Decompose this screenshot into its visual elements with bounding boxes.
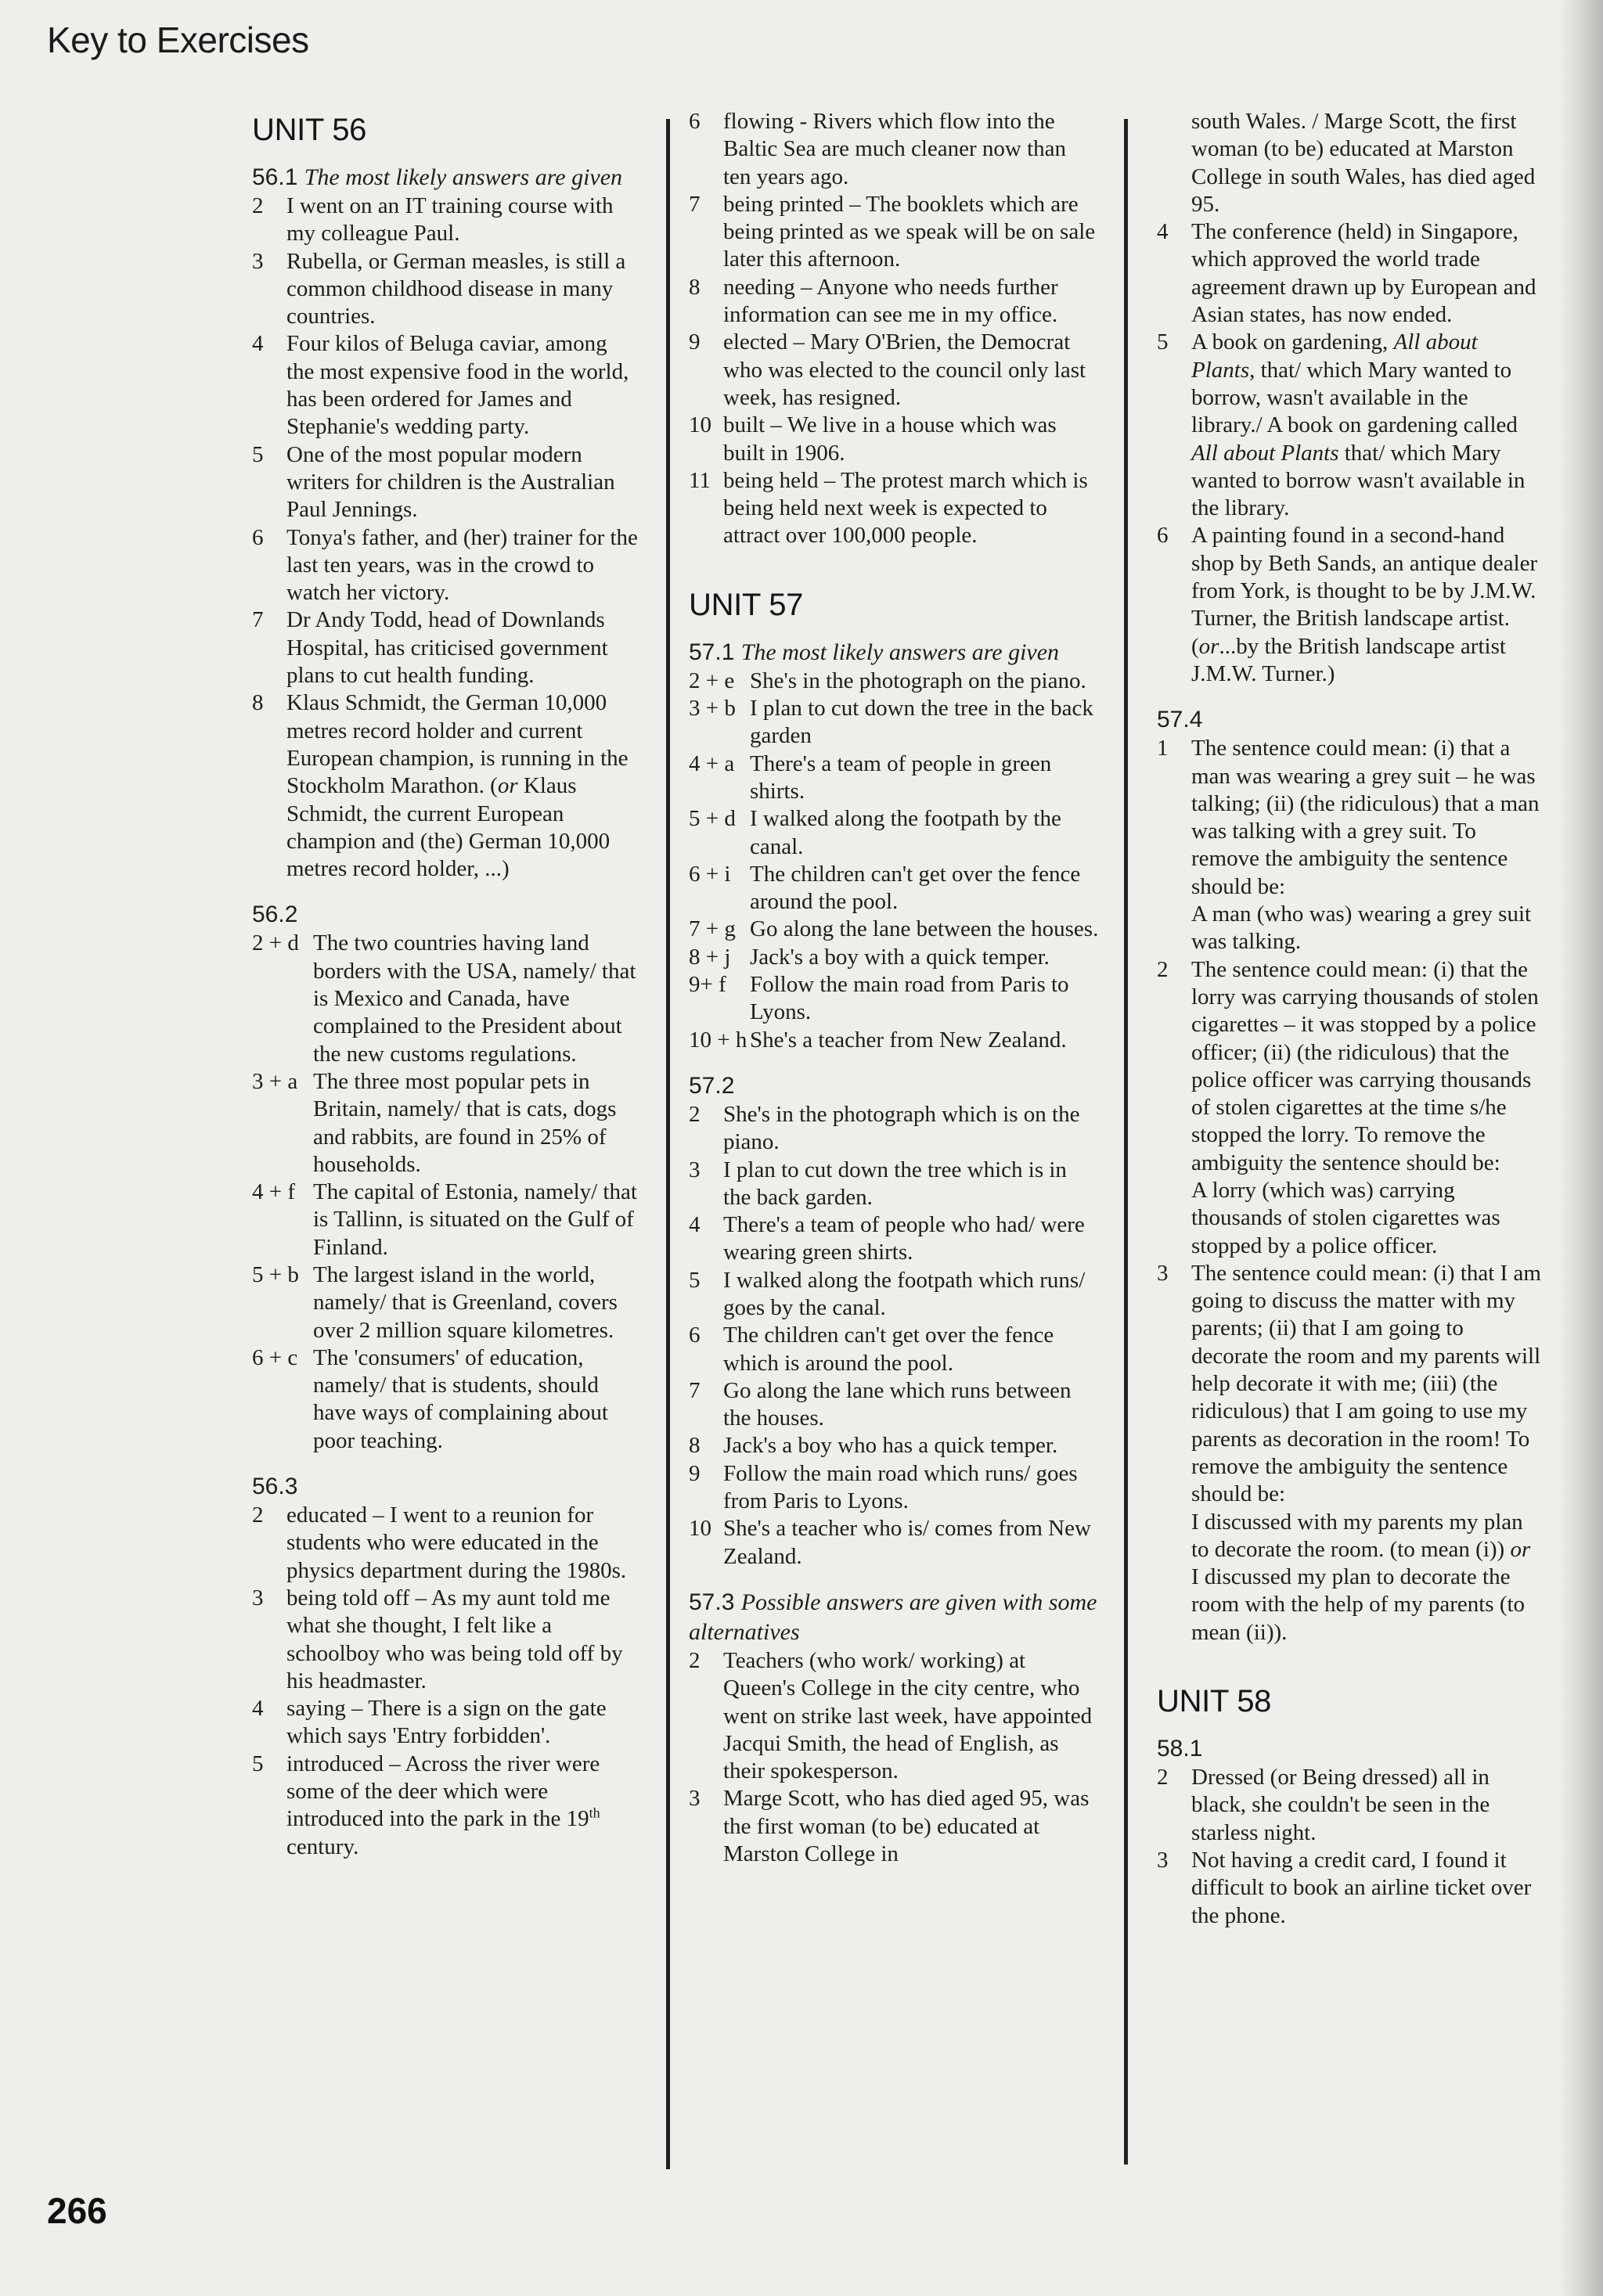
item-text-part: The sentence could mean: (i) that I am going to discuss the matter with my parents; (ii) that I am going to decorate the room and my parents will help decorate it with me; (iii) (the ridiculous) that I am going to use my parents as decoration in the room! To remove the ambiguity the sentence should be: [1191,1260,1541,1507]
item-text-part: A lorry (which was) carrying thousands of stolen cigarettes was stopped by a police officer. [1191,1177,1500,1258]
item-text: Dr Andy Todd, head of Downlands Hospital, has criticised government plans to cut health funding. [286,607,608,689]
item-text-part: that/ which Mary wanted to borrow wasn't available in the library. [1191,440,1526,521]
item-text-part: I discussed my plan to decorate the room with the help of my parents (to mean (ii)). [1191,1564,1526,1645]
item-text-part: Klaus Schmidt, the current European champion and (the) German 10,000 metres record holder, ...) [286,773,611,882]
superscript: th [589,1805,600,1821]
item-text: I plan to cut down the tree which is in the back garden. [723,1157,1067,1210]
answer-item [689,329,1099,412]
answer-item [1157,522,1544,688]
exercise-label: 56.1 [252,164,298,190]
unit-57-title: UNIT 57 [689,587,804,622]
item-number: 6 [689,1323,701,1348]
answer-item [689,1322,1099,1377]
item-number: 4 [689,1212,701,1238]
answer-item [689,1432,1099,1459]
item-number: 4 [252,1696,264,1722]
item-text: The largest island in the world, namely/ that is Greenland, covers over 2 million square kilometres. [313,1261,618,1343]
answer-item [689,1101,1099,1157]
column-3 [1157,108,1544,2174]
item-number: 3 [252,248,264,274]
answer-item [689,412,1099,467]
answer-item [689,274,1099,329]
item-text: Follow the main road from Paris to Lyons. [750,972,1069,1025]
exercise-label: 57.2 [689,1072,735,1099]
answer-item [689,1267,1099,1323]
item-text-part: , that/ which Mary wanted to borrow, wasn't available in the library./ A book on gardening called [1191,357,1518,438]
answer-item [689,695,1099,750]
item-number: 4 + a [689,750,735,776]
answer-item [252,1751,640,1861]
exercise-57-4-heading [1157,705,1544,735]
item-text-part: century. [286,1834,359,1859]
answer-item [689,944,1099,971]
item-number: 5 [1157,329,1169,355]
item-text-part: I discussed with my parents my plan to decorate the room. (to mean (i)) [1191,1509,1523,1562]
item-text: Jack's a boy who has a quick temper. [723,1433,1058,1459]
item-text: She's a teacher from New Zealand. [750,1027,1067,1053]
answer-item [689,108,1099,191]
exercise-56-2-heading [252,900,640,930]
answer-item [689,668,1099,695]
alt-word: or [497,773,518,799]
item-text: educated – I went to a reunion for students who were educated in the physics department during the 1980s. [286,1502,627,1583]
item-number: 2 + d [252,930,299,956]
answer-item [252,524,640,607]
item-text: One of the most popular modern writers for children is the Australian Paul Jennings. [286,441,615,523]
answer-item [252,1261,640,1344]
item-text: She's in the photograph on the piano. [750,668,1086,693]
item-text: There's a team of people who had/ were wearing green shirts. [723,1212,1085,1265]
answer-item [689,805,1099,861]
answer-item [689,861,1099,916]
item-text: south Wales. / Marge Scott, the first woman (to be) educated at Marston College in south Wales, has died aged 95. [1191,109,1536,217]
answer-item [252,1585,640,1695]
item-text: Go along the lane between the houses. [750,916,1099,942]
item-number: 8 [689,274,701,300]
item-text-part: A man (who was) wearing a grey suit was talking. [1191,901,1532,955]
answer-item [689,971,1099,1027]
item-text: The two countries having land borders with the USA, namely/ that is Mexico and Canada, have complained to the President about the new customs regulations. [313,930,636,1067]
item-text: being printed – The booklets which are being printed as we speak will be on sale later this afternoon. [723,191,1096,272]
answer-item [252,330,640,441]
item-number: 8 [252,690,264,716]
item-number: 3 + b [689,696,736,722]
item-text-part: ...by the British landscape artist J.M.W. Turner.) [1191,633,1506,686]
item-number: 2 [689,1101,701,1127]
item-number: 3 [252,1585,264,1610]
unit-58-title: UNIT 58 [1157,1684,1272,1719]
item-text: The three most popular pets in Britain, namely/ that is cats, dogs and rabbits, are found in 25% of households. [313,1068,617,1177]
answer-item [252,1179,640,1261]
item-text [1191,522,1544,688]
answer-item [1157,735,1544,955]
item-number: 5 + d [689,806,736,832]
item-number: 5 [252,1751,264,1776]
item-number: 2 + e [689,668,735,693]
item-text: Four kilos of Beluga caviar, among the most expensive food in the world, has been ordered for James and Stephanie's wedding party. [286,331,629,440]
item-number: 2 [1157,956,1169,982]
item-text [1191,329,1544,522]
item-text-part: The sentence could mean: (i) that a man was wearing a grey suit – he was talking; (ii) (the ridiculous) that a man was talking with a grey suit. To remove the ambiguity the sentence should be: [1191,736,1540,899]
item-text: Not having a credit card, I found it difficult to book an airline ticket over the phone. [1191,1847,1532,1928]
column-rule-1 [666,119,670,2169]
item-text-part: introduced – Across the river were some of the deer which were introduced into the park in the 19 [286,1751,600,1832]
item-text [286,689,640,883]
exercise-label: 57.4 [1157,707,1203,733]
answer-item [252,1344,640,1455]
item-number: 5 + b [252,1261,299,1287]
item-text-part: Klaus Schmidt, the German 10,000 metres record holder and current European champion, is running in the Stockholm Marathon. ( [286,690,629,799]
item-number: 11 [689,467,711,493]
item-number: 2 [252,1502,264,1528]
exercise-56-1-heading [252,163,640,193]
answer-item [689,1211,1099,1267]
answer-item [689,1157,1099,1212]
item-number: 7 + g [689,916,736,942]
item-number: 9 [689,1460,701,1486]
item-text [1191,1260,1544,1646]
answer-item [689,191,1099,274]
answer-item [689,750,1099,806]
item-number: 6 + i [689,861,731,887]
column-2 [689,108,1099,2174]
item-text [1191,735,1544,955]
exercise-label: 58.1 [1157,1736,1203,1762]
exercise-56-3-heading [252,1472,640,1502]
item-number: 10 [689,1516,711,1542]
book-title: All about Plants [1191,440,1339,466]
page-header: Key to Exercises [47,20,309,60]
item-text: I walked along the footpath which runs/ goes by the canal. [723,1267,1086,1320]
item-number: 7 [252,607,264,633]
item-number: 10 + h [689,1027,747,1053]
item-text: She's a teacher who is/ comes from New Zealand. [723,1516,1091,1569]
item-number: 3 [689,1157,701,1182]
item-text-part: The sentence could mean: (i) that the lorry was carrying thousands of stolen cigarettes – it was stopped by a police officer; (ii) (the ridiculous) that the police officer was carrying thousands of stolen cigarettes at the time s/he stopped the lorry. To remove the ambiguity the sentence should be: [1191,956,1539,1175]
exercise-58-1-heading [1157,1734,1544,1764]
item-text: elected – Mary O'Brien, the Democrat who was elected to the council only last week, has resigned. [723,329,1086,410]
exercise-note: The most likely answers are given [304,164,623,190]
item-text: Marge Scott, who has died aged 95, was the first woman (to be) educated at Marston College in [723,1786,1090,1867]
answer-item [1157,956,1544,1260]
alt-word: or [1510,1536,1531,1562]
item-number: 2 [689,1647,701,1673]
item-text: I walked along the footpath by the canal. [750,806,1061,859]
answer-item [1157,218,1544,329]
item-number: 6 [1157,523,1169,549]
item-text: being told off – As my aunt told me what she thought, I felt like a schoolboy who was being told off by his headmaster. [286,1585,623,1693]
answer-item [689,1460,1099,1516]
item-text: The children can't get over the fence which is around the pool. [723,1323,1054,1376]
item-number: 3 [689,1786,701,1812]
answer-item [1157,329,1544,522]
item-text: built – We live in a house which was built in 1906. [723,412,1057,466]
item-number: 1 [1157,736,1169,761]
item-text: being held – The protest march which is being held next week is expected to attract over 100,000 people. [723,467,1088,549]
item-number: 5 [252,441,264,467]
exercise-label: 57.3 [689,1589,735,1615]
page-number: 266 [47,2190,107,2231]
item-number: 6 + c [252,1344,298,1370]
answer-item [252,1502,640,1585]
book-spine-shadow [1559,0,1603,2296]
answer-item [689,916,1099,943]
answer-item [252,606,640,689]
answer-item [252,689,640,883]
item-text: The conference (held) in Singapore, which approved the world trade agreement drawn up by European and Asian states, has now ended. [1191,219,1536,328]
item-text: Teachers (who work/ working) at Queen's College in the city centre, who went on strike last week, have appointed Jacqui Smith, the head of English, as their spokesperson. [723,1647,1093,1784]
answer-item [252,248,640,331]
answer-item [689,1785,1099,1868]
column-rule-2 [1124,119,1128,2165]
answer-item [1157,1764,1544,1847]
item-text: She's in the photograph which is on the piano. [723,1101,1080,1155]
exercise-note: Possible answers are given with some alternatives [689,1589,1097,1645]
item-text: The 'consumers' of education, namely/ that is students, should have ways of complaining about poor teaching. [313,1344,608,1453]
item-number: 9+ f [689,972,726,998]
item-number: 8 + j [689,944,731,970]
item-text: The capital of Estonia, namely/ that is Tallinn, is situated on the Gulf of Finland. [313,1179,637,1260]
exercise-label: 56.3 [252,1474,298,1500]
exercise-57-1-heading [689,638,1099,668]
item-number: 3 + a [252,1068,298,1094]
item-number: 6 [689,109,701,134]
answer-item [689,1377,1099,1433]
item-number: 2 [1157,1765,1169,1790]
item-number: 2 [252,193,264,218]
item-number: 4 [1157,219,1169,245]
answer-item [1157,1847,1544,1930]
exercise-57-3-heading [689,1588,1099,1647]
exercise-label: 57.1 [689,639,735,665]
unit-56-title: UNIT 56 [252,113,367,147]
exercise-57-2-heading [689,1071,1099,1101]
exercise-label: 56.2 [252,901,298,928]
answer-item [252,441,640,524]
item-text: Rubella, or German measles, is still a common childhood disease in many countries. [286,248,626,329]
column-1 [252,108,640,2174]
answer-item [252,1695,640,1751]
answer-item [1157,1260,1544,1646]
item-text: needing – Anyone who needs further information can see me in my office. [723,274,1058,328]
item-number: 7 [689,191,701,217]
item-text-part: A book on gardening, [1191,329,1394,355]
item-text: I plan to cut down the tree in the back garden [750,696,1093,749]
item-text: Dressed (or Being dressed) all in black, she couldn't be seen in the starless night. [1191,1765,1490,1845]
item-number: 10 [689,412,711,438]
item-text [1191,956,1544,1260]
item-number: 4 + f [252,1179,296,1205]
item-text: Tonya's father, and (her) trainer for the last ten years, was in the crowd to watch her victory. [286,524,638,606]
item-number: 6 [252,524,264,550]
alt-word: or [1198,633,1219,659]
answer-item [252,930,640,1067]
item-text: Follow the main road which runs/ goes from Paris to Lyons. [723,1460,1078,1514]
answer-item [689,467,1099,550]
item-text: Go along the lane which runs between the houses. [723,1377,1072,1431]
item-number: 8 [689,1433,701,1459]
item-text [286,1751,640,1861]
item-number: 7 [689,1377,701,1403]
answer-item [252,1068,640,1179]
answer-item [689,1515,1099,1571]
item-text: The children can't get over the fence around the pool. [750,861,1081,915]
item-number: 3 [1157,1260,1169,1286]
answer-item-continued [1157,108,1544,218]
exercise-note: The most likely answers are given [740,639,1060,665]
item-text: I went on an IT training course with my colleague Paul. [286,193,614,247]
item-text: There's a team of people in green shirts. [750,750,1052,804]
answer-item [252,193,640,248]
item-number: 4 [252,331,264,357]
item-text: flowing - Rivers which flow into the Baltic Sea are much cleaner now than ten years ago. [723,109,1067,189]
answer-item [689,1647,1099,1785]
item-number: 9 [689,329,701,355]
item-text: saying – There is a sign on the gate which says 'Entry forbidden'. [286,1696,607,1749]
answer-item [689,1027,1099,1054]
book-title: All about Plants [1191,329,1478,383]
item-number: 3 [1157,1847,1169,1873]
item-text: Jack's a boy with a quick temper. [750,944,1050,970]
item-text-part: A painting found in a second-hand shop by Beth Sands, an antique dealer from York, is thought to be by J.M.W. Turner, the British landscape artist. ( [1191,523,1538,659]
item-number: 5 [689,1267,701,1293]
